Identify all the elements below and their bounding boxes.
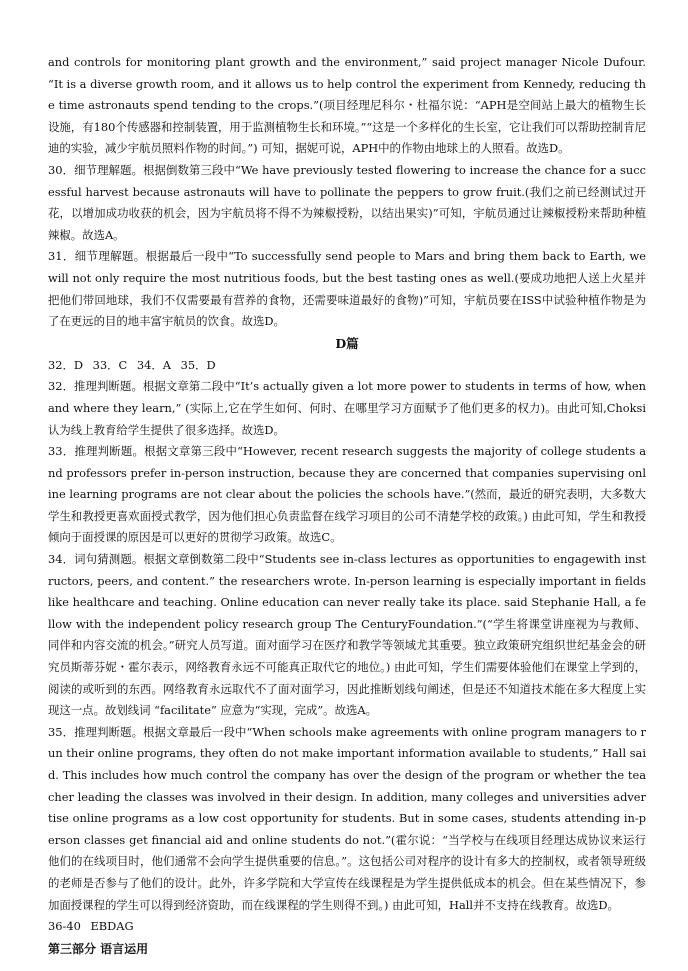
question-32-explanation: 32．推理判断题。根据文章第二段中“It’s actually given a lot more power to students in terms of how, when and where they learn,” (实际上,它在学生如何、何时、在哪里学习方面赋予了他们更多的权力)。由此可知,Choksi认为线上教育给学生提供了很多选择。故选D。	[48, 379, 646, 437]
answer-key-32-35: 32．D 33．C 34．A 35．D	[48, 357, 216, 372]
paragraph-intro: and controls for monitoring plant growth and the environment,” said project manager Nicole Dufour. “It is a diverse growth room, and it allows us to help control the experiment from Kennedy, reducing the time astronauts spend tending to the crops.”(项目经理尼科尔・杜福尔说：“APH是空间站上最大的植物生长设施，有180个传感器和控制装置，用于监测植物生长和环境。”“这是一个多样化的生长室，它让我们可以帮助控制肯尼迪的实验，减少宇航员照料作物的时间。”) 可知，据妮可说，APH中的作物由地球上的人照看。故选D。	[48, 55, 646, 156]
section-title-d: D篇	[335, 335, 359, 351]
question-31-explanation: 31．细节理解题。根据最后一段中“To successfully send people to Mars and bring them back to Earth, we will not only require the most nutritious foods, but the best tasting ones as well.(要成功地把人送上火星并把他们带回地球，我们不仅需要最有营养的食物，还需要味道最好的食物)”可知，宇航员要在ISS中试验种植作物是为了在更远的目的地丰富宇航员的饮食。故选D。	[48, 249, 646, 329]
question-35-explanation: 35．推理判断题。根据文章最后一段中“When schools make agreements with online program managers to run their online programs, they often do not make important information available to students,” Hall said. This includes how much control the company has over the design of the program or whether the teacher leading the classes was involved in their design. In addition, many colleges and universities advertise online programs as a low cost opportunity for students. But in some cases, students attending in-person classes get financial aid and online students do not.”(霍尔说：“当学校与在线项目经理达成协议来运行他们的在线项目时，他们通常不会向学生提供重要的信息。”。这包括公司对程序的设计有多大的控制权，或者领导班级的老师是否参与了他们的设计。此外，许多学院和大学宣传在线课程是为学生提供低成本的机会。但在某些情况下，参加面授课程的学生可以得到经济资助，而在线课程的学生则得不到。) 由此可知，Hall并不支持在线教育。故选D。	[48, 724, 646, 912]
question-30-explanation: 30．细节理解题。根据倒数第三段中“We have previously tested flowering to increase the chance for a successful harvest because astronauts will have to pollinate the peppers to grow fruit.(我们之前已经测试过开花，以增加成功收获的机会，因为宇航员将不得不为辣椒授粉，以结出果实)”可知，宇航员通过让辣椒授粉来帮助种植辣椒。故选A。	[48, 162, 646, 242]
answer-key-36-40: 36-40 EBDAG	[48, 919, 134, 934]
part-three-title: 第三部分 语言运用	[48, 941, 149, 956]
question-33-explanation: 33．推理判断题。根据文章第三段中“However, recent research suggests the majority of college students and professors prefer in-person instruction, because they are concerned that companies supervising online learning programs are not clear about the policies the schools have.”(然而，最近的研究表明，大多数大学生和教授更喜欢面授式教学，因为他们担心负责监督在线学习项目的公司不清楚学校的政策。) 由此可知，学生和教授倾向于面授课的原因是可以更好的贯彻学习政策。故选C。	[48, 444, 646, 545]
question-34-explanation: 34．词句猜测题。根据文章倒数第二段中“Students see in-class lectures as opportunities to engagewith instructors, peers, and content.” the researchers wrote. In-person learning is especially important in fields like healthcare and teaching. Online education can never really take its place. said Stephanie Hall, a fellow with the independent policy research group The CenturyFoundation.”(“学生将课堂讲座视为与教师、同伴和内容交流的机会。”研究人员写道。面对面学习在医疗和教学等领域尤其重要。独立政策研究组织世纪基金会的研究员斯蒂芬妮・霍尔表示，网络教育永远不可能真正取代它的地位。) 由此可知，学生们需要体验他们在课堂上学到的，阅读的或听到的东西。网络教育永远取代不了面对面学习，因此推断划线句阐述，但是还不知道技术能在多大程度上实现这一点。故划线词 “facilitate” 应意为“实现，完成”。故选A。	[48, 552, 646, 718]
